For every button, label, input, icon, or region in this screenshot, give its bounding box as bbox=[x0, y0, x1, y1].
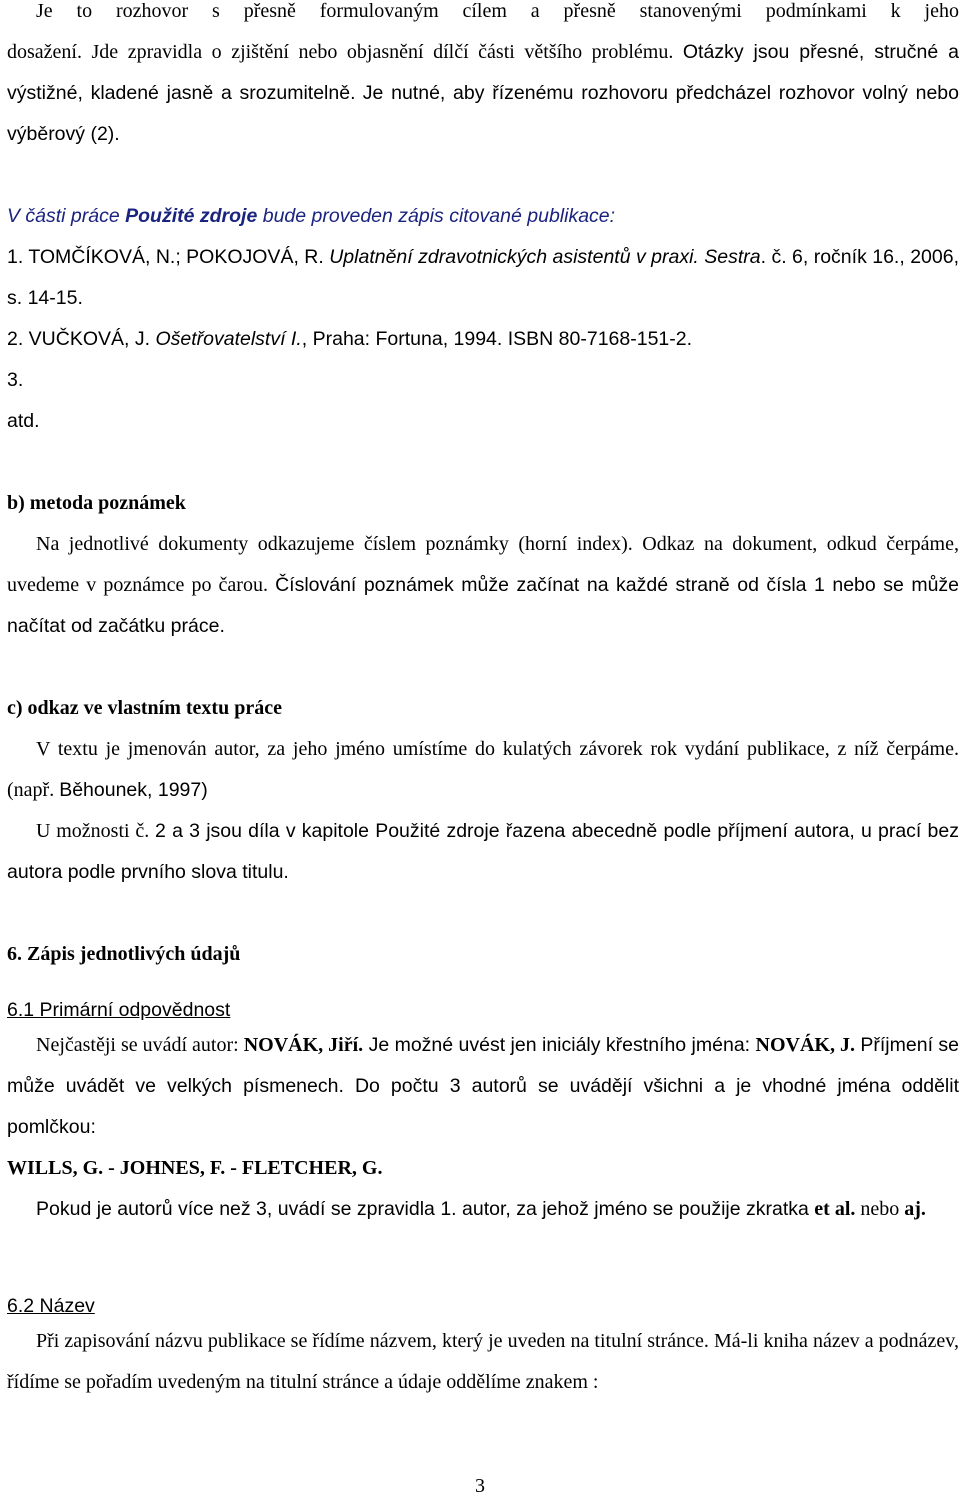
author-example: WILLS, G. - JOHNES, F. - FLETCHER, G. bbox=[7, 1157, 383, 1179]
subsection-6-1-heading: 6.1 Primární odpovědnost bbox=[7, 999, 231, 1021]
section-c-heading: c) odkaz ve vlastním textu práce bbox=[7, 697, 282, 719]
intro-text-b: Otázky jsou přesné, stručné a výstižné, kladené jasně a srozumitelně. bbox=[7, 41, 960, 104]
reference-2-title: Ošetřovatelství I. bbox=[155, 328, 302, 350]
reference-2: 2. VUČKOVÁ, J. Ošetřovatelství I., Praha: Fortuna, 1994. ISBN 80-7168-151-2. bbox=[7, 328, 693, 350]
intro-line-1: Je to rozhovor s přesně formulovaným cílem a přesně stanovenými podmínkami k jeho bbox=[36, 0, 959, 22]
citation-note-bold: Použité zdroje bbox=[125, 205, 258, 227]
section-6-heading: 6. Zápis jednotlivých údajů bbox=[7, 943, 241, 965]
reference-3: 3. bbox=[7, 369, 24, 391]
intro-text-a: dosažení. Jde zpravidla o zjištění nebo objasnění dílčí části většího problému. bbox=[7, 41, 674, 63]
citation-note: V části práce Použité zdroje bude proveden zápis citované publikace: bbox=[7, 205, 616, 227]
subsection-6-2-text: Při zapisování názvu publikace se řídíme názvem, který je uveden na titulní stránce. Má-li kniha název a podnázev, řídíme se pořadím uvedeným na titulní stránce a údaje oddělíme znakem : bbox=[7, 1330, 959, 1393]
subsection-6-1-text: Nejčastěji se uvádí autor: NOVÁK, Jiří. Je možné uvést jen iniciály křestního jména: NOVÁK, J. Příjmení se může uvádět ve velkých písmenech. Do počtu 3 autorů se uvádějí všichni a je vhodné jména oddělit pomlčkou: bbox=[7, 1034, 960, 1138]
section-b-text: Na jednotlivé dokumenty odkazujeme číslem poznámky (horní index). Odkaz na dokument, odkud čerpáme, uvedeme v poznámce po čarou. Číslování poznámek může začínat na každé straně od čísla 1 nebo se může načítat od začátku práce. bbox=[7, 533, 960, 637]
section-b-heading: b) metoda poznámek bbox=[7, 492, 186, 514]
subsection-6-1-text-2: Pokud je autorů více než 3, uvádí se zpravidla 1. autor, za jehož jméno se použije zkratka et al. nebo aj. bbox=[36, 1198, 926, 1220]
reference-etc: atd. bbox=[7, 410, 40, 432]
intro-paragraph bbox=[7, 32, 959, 155]
section-c-text-2: U možnosti č. 2 a 3 jsou díla v kapitole Použité zdroje řazena abecedně podle příjmení autora, u prací bez autora podle prvního slova titulu. bbox=[7, 820, 959, 883]
intro-text-c: Je nutné, aby řízenému rozhovoru předcházel rozhovor volný nebo výběrový (2). bbox=[7, 82, 959, 145]
section-c-text: V textu je jmenován autor, za jeho jméno umístíme do kulatých závorek rok vydání publikace, z níž čerpáme.(např. Běhounek, 1997) bbox=[7, 738, 959, 801]
reference-1-title: Uplatnění zdravotnických asistentů v praxi. Sestra bbox=[329, 246, 761, 268]
page-number: 3 bbox=[475, 1475, 485, 1497]
reference-1: 1. TOMČÍKOVÁ, N.; POKOJOVÁ, R. Uplatnění zdravotnických asistentů v praxi. Sestra. č. 6, ročník 16., 2006, s. 14-15. bbox=[7, 246, 959, 309]
subsection-6-2-heading: 6.2 Název bbox=[7, 1295, 95, 1317]
document-page bbox=[7, 0, 959, 1403]
